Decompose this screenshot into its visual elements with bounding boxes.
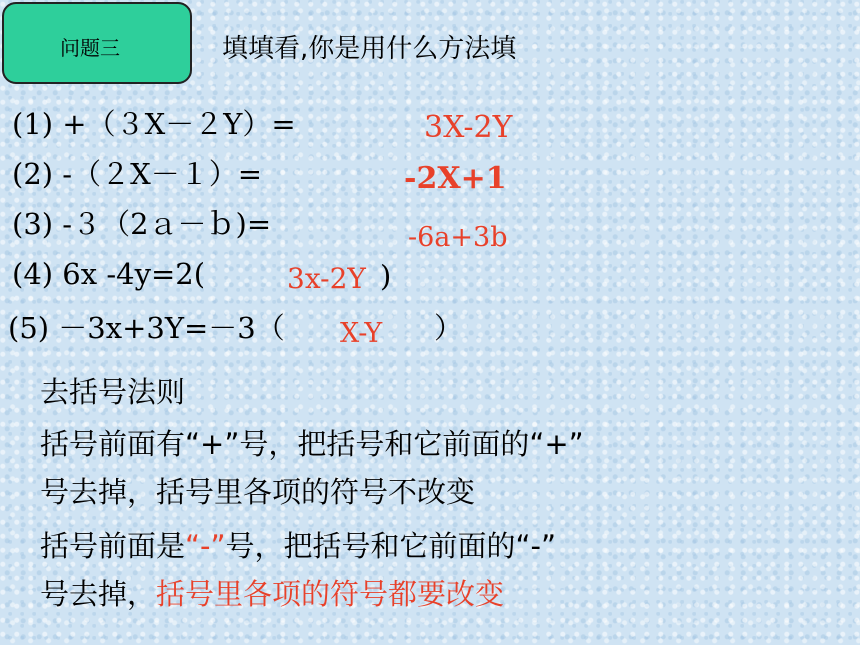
problem-2-answer: -2X+1 [404, 161, 507, 196]
rule-minus-rest: 号，把括号和它前面的“-” [225, 529, 557, 563]
problem-2-question: (2) -（２X－１）= [12, 157, 263, 191]
rule-minus-line-2-black: 号去掉， [40, 577, 157, 611]
rule-plus-line-2: 号去掉，括号里各项的符号不改变 [40, 475, 476, 509]
page-title: 填填看,你是用什么方法填 [222, 34, 517, 64]
rules-heading: 去括号法则 [40, 375, 186, 409]
problem-3-question: (3) -３（2ａ－ｂ)= [12, 207, 272, 241]
rule-plus-line-1: 括号前面有“+”号，把括号和它前面的“+” [40, 427, 584, 461]
problem-4-question: (4) 6x -4y=2( [12, 257, 206, 291]
problem-4-answer: 3x-2Y [287, 262, 366, 295]
problem-1-answer: 3X-2Y [424, 110, 513, 145]
problem-5-question: (5) －3x+3Y=－3（ [8, 311, 285, 345]
rule-minus-line-2 [40, 577, 505, 611]
rule-minus-sign: “-” [185, 529, 226, 563]
rule-minus-prefix: 括号前面是 [40, 529, 186, 563]
question-tag-label: 问题三 [60, 36, 120, 60]
problem-1-question: (1) +（３X－２Y）= [12, 107, 296, 141]
problem-4-close-paren: ) [380, 259, 392, 293]
problem-5-close-paren: ） [434, 311, 464, 345]
question-tag [2, 2, 192, 84]
rule-minus-line-2-red: 括号里各项的符号都要改变 [156, 577, 505, 611]
problem-5-answer: X-Y [340, 318, 383, 349]
problem-3-answer: -6a+3b [408, 222, 508, 253]
rule-minus-line-1 [40, 529, 557, 563]
